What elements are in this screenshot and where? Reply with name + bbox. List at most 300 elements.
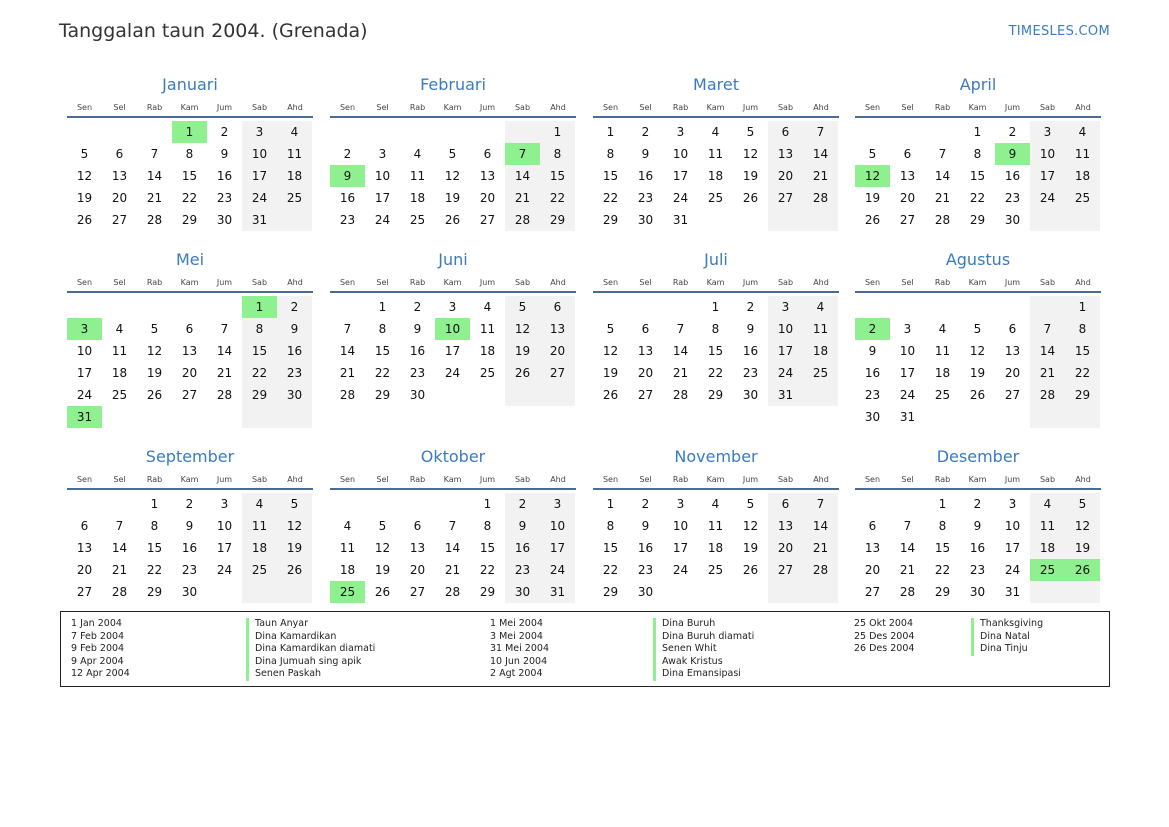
day-cell: 27 bbox=[111, 213, 128, 227]
day-cell: 11 bbox=[242, 515, 277, 537]
day-cell: 28 bbox=[146, 213, 163, 227]
day-cell: 27 bbox=[768, 559, 803, 581]
day-cell: 14 bbox=[803, 515, 838, 537]
day-cell: 26 bbox=[969, 388, 986, 402]
day-cell: 3 bbox=[768, 296, 803, 318]
empty-cell bbox=[925, 406, 960, 428]
day-cell: 31 bbox=[672, 213, 689, 227]
day-cell: 6 bbox=[903, 147, 912, 161]
day-cell: 6 bbox=[185, 322, 194, 336]
day-cell: 19 bbox=[1065, 537, 1100, 559]
day-cell: 2 bbox=[641, 497, 650, 511]
day-cell: 16 bbox=[181, 541, 198, 555]
day-cell: 20 bbox=[540, 340, 575, 362]
weekday-label: Sab bbox=[251, 102, 268, 112]
day-cell: 15 bbox=[1065, 340, 1100, 362]
empty-cell bbox=[137, 406, 172, 428]
month-mei bbox=[67, 249, 313, 428]
day-cell: 19 bbox=[76, 191, 93, 205]
day-cell: 20 bbox=[409, 563, 426, 577]
day-cell: 6 bbox=[768, 493, 803, 515]
day-cell: 14 bbox=[505, 165, 540, 187]
day-cell: 18 bbox=[111, 366, 128, 380]
day-cell: 9 bbox=[220, 147, 229, 161]
weekday-label: Sab bbox=[514, 102, 531, 112]
day-cell: 16 bbox=[637, 541, 654, 555]
day-cell: 5 bbox=[448, 147, 457, 161]
day-cell: 25 bbox=[707, 191, 724, 205]
day-cell: 8 bbox=[378, 322, 387, 336]
day-cell: 10 bbox=[216, 519, 233, 533]
day-cell: 19 bbox=[277, 537, 312, 559]
holiday-name: Dina Buruh diamati bbox=[653, 631, 754, 644]
day-cell: 12 bbox=[76, 169, 93, 183]
day-cell: 10 bbox=[672, 147, 689, 161]
holiday-day-cell: 25 bbox=[330, 581, 365, 603]
day-cell: 15 bbox=[934, 541, 951, 555]
day-cell: 16 bbox=[409, 344, 426, 358]
empty-cell bbox=[803, 384, 838, 406]
day-cell: 23 bbox=[409, 366, 426, 380]
weekday-header bbox=[67, 273, 313, 293]
day-cell: 12 bbox=[374, 541, 391, 555]
day-cell: 9 bbox=[641, 519, 650, 533]
weekday-label: Jum bbox=[479, 474, 496, 484]
empty-cell bbox=[400, 121, 435, 143]
day-cell: 26 bbox=[742, 191, 759, 205]
day-cell: 4 bbox=[938, 322, 947, 336]
day-cell: 11 bbox=[707, 147, 724, 161]
holiday-day-cell: 10 bbox=[435, 318, 470, 340]
day-cell: 2 bbox=[277, 296, 312, 318]
day-cell: 20 bbox=[1004, 366, 1021, 380]
day-cell: 14 bbox=[146, 169, 163, 183]
day-cell: 3 bbox=[676, 125, 685, 139]
day-cell: 21 bbox=[505, 187, 540, 209]
day-cell: 25 bbox=[707, 563, 724, 577]
day-cell: 14 bbox=[934, 169, 951, 183]
day-cell: 21 bbox=[803, 537, 838, 559]
legend-names bbox=[971, 618, 1043, 656]
empty-cell bbox=[733, 581, 768, 603]
day-cell: 24 bbox=[1030, 187, 1065, 209]
weekday-label: Sab bbox=[1039, 277, 1056, 287]
weekday-label: Sel bbox=[113, 102, 126, 112]
day-cell: 8 bbox=[711, 322, 720, 336]
day-cell: 13 bbox=[111, 169, 128, 183]
day-cell: 22 bbox=[479, 563, 496, 577]
day-cell: 24 bbox=[216, 563, 233, 577]
day-cell: 27 bbox=[899, 213, 916, 227]
day-cell: 31 bbox=[242, 209, 277, 231]
day-cell: 15 bbox=[540, 165, 575, 187]
month-september bbox=[67, 446, 313, 603]
day-cell: 11 bbox=[339, 541, 356, 555]
empty-cell bbox=[768, 581, 803, 603]
day-cell: 22 bbox=[146, 563, 163, 577]
weekday-label: Sel bbox=[639, 102, 652, 112]
day-cell: 2 bbox=[641, 125, 650, 139]
legend-dates bbox=[71, 618, 130, 681]
weekday-label: Jum bbox=[742, 474, 759, 484]
day-cell: 6 bbox=[80, 519, 89, 533]
day-cell: 17 bbox=[444, 344, 461, 358]
empty-cell bbox=[1065, 406, 1100, 428]
empty-cell bbox=[102, 121, 137, 143]
day-cell: 15 bbox=[602, 541, 619, 555]
day-cell: 8 bbox=[185, 147, 194, 161]
day-cell: 24 bbox=[1004, 563, 1021, 577]
weekday-label: Kam bbox=[706, 277, 725, 287]
day-cell: 29 bbox=[146, 585, 163, 599]
day-grid bbox=[330, 493, 576, 603]
weekday-label: Sel bbox=[639, 474, 652, 484]
weekday-label: Kam bbox=[706, 102, 725, 112]
empty-cell bbox=[365, 121, 400, 143]
day-cell: 7 bbox=[115, 519, 124, 533]
day-cell: 21 bbox=[672, 366, 689, 380]
day-cell: 23 bbox=[637, 191, 654, 205]
empty-cell bbox=[890, 493, 925, 515]
month-januari bbox=[67, 74, 313, 231]
day-cell: 15 bbox=[181, 169, 198, 183]
day-cell: 6 bbox=[413, 519, 422, 533]
weekday-label: Jum bbox=[216, 102, 233, 112]
day-cell: 16 bbox=[969, 541, 986, 555]
empty-cell bbox=[102, 493, 137, 515]
day-cell: 5 bbox=[1065, 493, 1100, 515]
day-cell: 2 bbox=[746, 300, 755, 314]
day-cell: 5 bbox=[277, 493, 312, 515]
weekday-header bbox=[330, 470, 576, 490]
day-cell: 4 bbox=[1030, 493, 1065, 515]
day-cell: 29 bbox=[934, 585, 951, 599]
day-cell: 31 bbox=[768, 384, 803, 406]
day-cell: 24 bbox=[444, 366, 461, 380]
empty-cell bbox=[207, 581, 242, 603]
day-cell: 18 bbox=[707, 541, 724, 555]
day-cell: 9 bbox=[746, 322, 755, 336]
day-cell: 25 bbox=[242, 559, 277, 581]
empty-cell bbox=[67, 296, 102, 318]
day-cell: 8 bbox=[1065, 318, 1100, 340]
day-cell: 16 bbox=[505, 537, 540, 559]
day-cell: 21 bbox=[899, 563, 916, 577]
day-cell: 23 bbox=[1004, 191, 1021, 205]
day-cell: 14 bbox=[339, 344, 356, 358]
day-cell: 2 bbox=[220, 125, 229, 139]
day-cell: 29 bbox=[602, 213, 619, 227]
day-cell: 30 bbox=[1004, 213, 1021, 227]
day-cell: 30 bbox=[637, 585, 654, 599]
weekday-header bbox=[593, 470, 839, 490]
day-cell: 18 bbox=[707, 169, 724, 183]
empty-cell bbox=[593, 296, 628, 318]
day-cell: 15 bbox=[969, 169, 986, 183]
month-april bbox=[855, 74, 1101, 231]
holiday-date: 26 Des 2004 bbox=[854, 643, 915, 655]
holiday-date: 9 Feb 2004 bbox=[71, 643, 125, 655]
day-cell: 27 bbox=[479, 213, 496, 227]
day-cell: 26 bbox=[76, 213, 93, 227]
day-cell: 21 bbox=[146, 191, 163, 205]
day-cell: 10 bbox=[1030, 143, 1065, 165]
day-cell: 9 bbox=[973, 519, 982, 533]
day-cell: 30 bbox=[409, 388, 426, 402]
day-cell: 16 bbox=[864, 366, 881, 380]
weekday-label: Sen bbox=[76, 277, 93, 287]
day-cell: 9 bbox=[277, 318, 312, 340]
site-link[interactable]: TIMESLES.COM bbox=[1008, 24, 1110, 39]
empty-cell bbox=[960, 296, 995, 318]
day-cell: 28 bbox=[803, 187, 838, 209]
holiday-name: Taun Anyar bbox=[246, 618, 375, 631]
day-cell: 24 bbox=[374, 213, 391, 227]
day-cell: 28 bbox=[111, 585, 128, 599]
day-cell: 16 bbox=[277, 340, 312, 362]
empty-cell bbox=[540, 384, 575, 406]
day-cell: 28 bbox=[934, 213, 951, 227]
holiday-date: 12 Apr 2004 bbox=[71, 668, 130, 680]
day-cell: 29 bbox=[479, 585, 496, 599]
day-cell: 8 bbox=[540, 143, 575, 165]
day-cell: 18 bbox=[803, 340, 838, 362]
weekday-label: Ahd bbox=[813, 102, 829, 112]
empty-cell bbox=[470, 384, 505, 406]
day-cell: 1 bbox=[711, 300, 720, 314]
holiday-name: Dina Buruh bbox=[653, 618, 754, 631]
day-cell: 15 bbox=[242, 340, 277, 362]
day-cell: 29 bbox=[707, 388, 724, 402]
day-cell: 28 bbox=[505, 209, 540, 231]
weekday-label: Kam bbox=[443, 277, 462, 287]
day-cell: 11 bbox=[277, 143, 312, 165]
empty-cell bbox=[505, 121, 540, 143]
month-title: Januari bbox=[162, 75, 218, 94]
empty-cell bbox=[137, 121, 172, 143]
day-cell: 13 bbox=[768, 515, 803, 537]
day-cell: 23 bbox=[181, 563, 198, 577]
day-cell: 1 bbox=[483, 497, 492, 511]
day-cell: 21 bbox=[803, 165, 838, 187]
weekday-label: Ahd bbox=[550, 474, 566, 484]
day-cell: 21 bbox=[339, 366, 356, 380]
day-cell: 3 bbox=[1030, 121, 1065, 143]
day-cell: 21 bbox=[934, 191, 951, 205]
day-cell: 4 bbox=[711, 497, 720, 511]
weekday-label: Sen bbox=[864, 277, 881, 287]
day-cell: 18 bbox=[934, 366, 951, 380]
day-cell: 5 bbox=[606, 322, 615, 336]
empty-cell bbox=[1065, 209, 1100, 231]
legend-names bbox=[246, 618, 375, 681]
day-cell: 11 bbox=[111, 344, 128, 358]
day-cell: 8 bbox=[973, 147, 982, 161]
day-cell: 3 bbox=[540, 493, 575, 515]
day-cell: 10 bbox=[768, 318, 803, 340]
holiday-date: 1 Mei 2004 bbox=[490, 618, 543, 629]
day-cell: 28 bbox=[1030, 384, 1065, 406]
weekday-label: Sen bbox=[339, 474, 356, 484]
day-cell: 29 bbox=[374, 388, 391, 402]
day-cell: 8 bbox=[938, 519, 947, 533]
month-november bbox=[593, 446, 839, 603]
day-cell: 22 bbox=[374, 366, 391, 380]
weekday-label: Rab bbox=[672, 277, 689, 287]
day-cell: 25 bbox=[111, 388, 128, 402]
day-cell: 4 bbox=[343, 519, 352, 533]
weekday-label: Rab bbox=[934, 474, 951, 484]
day-cell: 10 bbox=[76, 344, 93, 358]
day-cell: 1 bbox=[606, 497, 615, 511]
day-cell: 19 bbox=[742, 541, 759, 555]
day-grid bbox=[67, 493, 313, 603]
day-cell: 15 bbox=[479, 541, 496, 555]
day-cell: 27 bbox=[864, 585, 881, 599]
weekday-label: Ahd bbox=[1075, 102, 1091, 112]
day-cell: 15 bbox=[374, 344, 391, 358]
day-cell: 4 bbox=[711, 125, 720, 139]
day-cell: 7 bbox=[803, 121, 838, 143]
day-cell: 24 bbox=[899, 388, 916, 402]
day-cell: 28 bbox=[899, 585, 916, 599]
weekday-label: Sab bbox=[251, 277, 268, 287]
day-cell: 16 bbox=[637, 169, 654, 183]
month-title: Agustus bbox=[945, 250, 1011, 269]
empty-cell bbox=[855, 296, 890, 318]
day-cell: 7 bbox=[448, 519, 457, 533]
day-cell: 2 bbox=[973, 497, 982, 511]
weekday-label: Rab bbox=[672, 102, 689, 112]
weekday-label: Sen bbox=[864, 102, 881, 112]
empty-cell bbox=[67, 121, 102, 143]
empty-cell bbox=[172, 296, 207, 318]
day-cell: 30 bbox=[277, 384, 312, 406]
weekday-label: Sel bbox=[376, 102, 389, 112]
day-cell: 19 bbox=[374, 563, 391, 577]
day-cell: 28 bbox=[672, 388, 689, 402]
day-cell: 7 bbox=[676, 322, 685, 336]
day-cell: 5 bbox=[746, 125, 755, 139]
day-cell: 27 bbox=[637, 388, 654, 402]
day-cell: 22 bbox=[602, 563, 619, 577]
holiday-day-cell: 25 bbox=[1030, 559, 1065, 581]
weekday-label: Kam bbox=[180, 102, 199, 112]
day-cell: 20 bbox=[181, 366, 198, 380]
holiday-day-cell: 12 bbox=[855, 165, 890, 187]
day-cell: 12 bbox=[742, 519, 759, 533]
weekday-label: Ahd bbox=[287, 277, 303, 287]
day-cell: 11 bbox=[409, 169, 426, 183]
empty-cell bbox=[1030, 581, 1065, 603]
weekday-label: Sab bbox=[514, 277, 531, 287]
day-cell: 4 bbox=[115, 322, 124, 336]
empty-cell bbox=[855, 493, 890, 515]
day-cell: 14 bbox=[216, 344, 233, 358]
empty-cell bbox=[925, 296, 960, 318]
day-grid bbox=[67, 296, 313, 428]
day-cell: 23 bbox=[864, 388, 881, 402]
holiday-date: 31 Mei 2004 bbox=[490, 643, 549, 655]
empty-cell bbox=[925, 121, 960, 143]
day-cell: 5 bbox=[80, 147, 89, 161]
day-cell: 11 bbox=[479, 322, 496, 336]
day-cell: 3 bbox=[676, 497, 685, 511]
weekday-label: Kam bbox=[968, 102, 987, 112]
day-cell: 6 bbox=[540, 296, 575, 318]
empty-cell bbox=[698, 581, 733, 603]
holiday-date: 1 Jan 2004 bbox=[71, 618, 122, 629]
weekday-label: Ahd bbox=[813, 277, 829, 287]
empty-cell bbox=[1065, 581, 1100, 603]
day-grid bbox=[855, 121, 1101, 231]
weekday-header bbox=[593, 98, 839, 118]
day-cell: 10 bbox=[540, 515, 575, 537]
day-cell: 5 bbox=[868, 147, 877, 161]
month-title: Oktober bbox=[420, 447, 486, 466]
weekday-label: Sab bbox=[777, 474, 794, 484]
day-cell: 22 bbox=[181, 191, 198, 205]
weekday-label: Ahd bbox=[287, 474, 303, 484]
weekday-label: Ahd bbox=[1075, 277, 1091, 287]
day-cell: 7 bbox=[1030, 318, 1065, 340]
holiday-date: 10 Jun 2004 bbox=[490, 655, 548, 667]
day-grid bbox=[330, 296, 576, 406]
day-cell: 23 bbox=[505, 559, 540, 581]
day-cell: 22 bbox=[540, 187, 575, 209]
day-cell: 8 bbox=[150, 519, 159, 533]
weekday-label: Sen bbox=[602, 102, 619, 112]
holiday-name: Senen Paskah bbox=[246, 668, 375, 681]
legend-names bbox=[653, 618, 754, 681]
day-cell: 1 bbox=[1065, 296, 1100, 318]
day-cell: 12 bbox=[602, 344, 619, 358]
weekday-label: Sab bbox=[1039, 474, 1056, 484]
day-cell: 3 bbox=[378, 147, 387, 161]
day-cell: 14 bbox=[1030, 340, 1065, 362]
weekday-label: Jum bbox=[742, 102, 759, 112]
day-cell: 30 bbox=[637, 213, 654, 227]
day-cell: 2 bbox=[1008, 125, 1017, 139]
holiday-day-cell: 9 bbox=[330, 165, 365, 187]
empty-cell bbox=[207, 296, 242, 318]
day-cell: 19 bbox=[444, 191, 461, 205]
empty-cell bbox=[803, 209, 838, 231]
holiday-name: Dina Natal bbox=[971, 631, 1043, 644]
month-maret bbox=[593, 74, 839, 231]
empty-cell bbox=[803, 581, 838, 603]
day-cell: 14 bbox=[803, 143, 838, 165]
empty-cell bbox=[505, 384, 540, 406]
day-cell: 30 bbox=[969, 585, 986, 599]
day-cell: 17 bbox=[242, 165, 277, 187]
day-cell: 4 bbox=[242, 493, 277, 515]
empty-cell bbox=[102, 296, 137, 318]
empty-cell bbox=[1030, 209, 1065, 231]
weekday-label: Rab bbox=[146, 474, 163, 484]
weekday-label: Rab bbox=[672, 474, 689, 484]
day-cell: 13 bbox=[899, 169, 916, 183]
weekday-label: Ahd bbox=[1075, 474, 1091, 484]
day-cell: 3 bbox=[1008, 497, 1017, 511]
month-title: November bbox=[674, 447, 758, 466]
day-cell: 14 bbox=[444, 541, 461, 555]
day-cell: 5 bbox=[973, 322, 982, 336]
day-cell: 17 bbox=[672, 169, 689, 183]
weekday-label: Sen bbox=[339, 102, 356, 112]
day-grid bbox=[330, 121, 576, 231]
day-cell: 25 bbox=[479, 366, 496, 380]
